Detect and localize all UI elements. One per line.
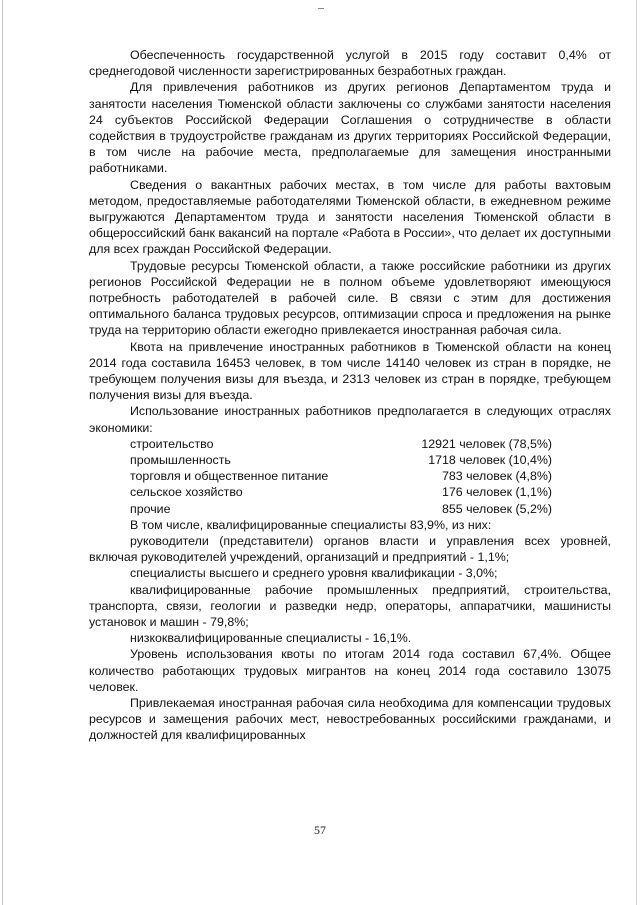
paragraph-foreign-labor-need: Привлекаемая иностранная рабочая сила необходима для компенсации трудовых ресурсов и замещения рабочих мест, невостребованных российскими гражданами, и должностей для квалифицированных <box>89 696 611 743</box>
sector-value: 783 человек (4,8%) <box>441 469 552 484</box>
paragraph-quota: Квота на привлечение иностранных работников в Тюменской области на конец 2014 года составила 16453 человек, в том числе 14140 человек из стран в порядке, не требующем получения визы для въезда, и 2313 человек из стран в порядке, требующем получения визы для въезда. <box>89 339 611 403</box>
sector-list <box>89 436 611 517</box>
sector-row <box>89 501 611 517</box>
page-number: 57 <box>314 823 326 837</box>
paragraph-qualified-intro: В том числе, квалифицированные специалисты 83,9%, из них: <box>130 517 492 532</box>
qualified-item: руководители (представители) органов власти и управления всех уровней, включая руководителей учреждений, организаций и предприятий - 1,1%; <box>89 534 611 565</box>
sector-row <box>89 484 611 500</box>
sector-value: 176 человек (1,1%) <box>441 485 552 500</box>
paragraph-service-coverage: Обеспеченность государственной услугой в 2015 году составит 0,4% от среднегодовой численности зарегистрированных безработных граждан. <box>89 48 611 79</box>
paragraph-quota-usage: Уровень использования квоты по итогам 2014 года составил 67,4%. Общее количество работающих трудовых мигрантов на конец 2014 года составило 13075 человек. <box>89 647 611 694</box>
paragraph-vacancies: Сведения о вакантных рабочих местах, в том числе для работы вахтовым методом, предоставляемые работодателями Тюменской области, в ежедневном режиме выгружаются Департаментом труда и занятости населения Тюменской области в общероссийский банк вакансий на портале «Работа в России», что делает их доступными для всех граждан Российской Федерации. <box>89 177 611 257</box>
sector-row <box>89 452 611 468</box>
body-text <box>89 47 611 744</box>
sector-row <box>89 436 611 452</box>
sector-name: строительство <box>130 436 214 451</box>
paragraph-sectors-intro: Использование иностранных работников предполагается в следующих отраслях экономики: <box>89 404 611 435</box>
paragraph-labor-resources: Трудовые ресурсы Тюменской области, а также российские работники из других регионов Российской Федерации не в полном объеме удовлетворяют имеющуюся потребность работодателей в рабочей силе. В связи с этим для достижения оптимального баланса трудовых ресурсов, оптимизации спроса и предложения на рынке труда на территорию области ежегодно привлекается иностранная рабочая сила. <box>89 258 611 338</box>
sector-value: 1718 человек (10,4%) <box>428 453 552 468</box>
sector-value: 855 человек (5,2%) <box>441 501 552 516</box>
qualified-item: специалисты высшего и среднего уровня квалификации - 3,0%; <box>130 566 498 581</box>
sector-value: 12921 человек (78,5%) <box>421 436 552 451</box>
scan-edge-left <box>2 0 3 905</box>
scan-edge-right <box>636 0 637 905</box>
sector-name: промышленность <box>130 453 231 468</box>
qualified-item: низкоквалифицированные специалисты - 16,1%. <box>130 631 412 646</box>
sector-name: прочие <box>130 501 171 516</box>
sector-row <box>89 468 611 484</box>
qualified-item: квалифицированные рабочие промышленных предприятий, строительства, транспорта, связи, геологии и разведки недр, операторы, аппаратчики, машинисты установок и машин - 79,8%; <box>89 582 611 630</box>
paragraph-agreements: Для привлечения работников из других регионов Департаментом труда и занятости населения Тюменской области заключены со службами занятости населения 24 субъектов Российской Федерации Соглашения о сотрудничестве в области содействия в трудоустройстве гражданам из других территориях Российской Федерации, в том числе на рабочие места, предполагаемые для замещения иностранными работниками. <box>89 80 611 176</box>
scan-mark <box>318 8 324 9</box>
sector-name: сельское хозяйство <box>130 485 243 500</box>
sector-name: торговля и общественное питание <box>130 469 329 484</box>
